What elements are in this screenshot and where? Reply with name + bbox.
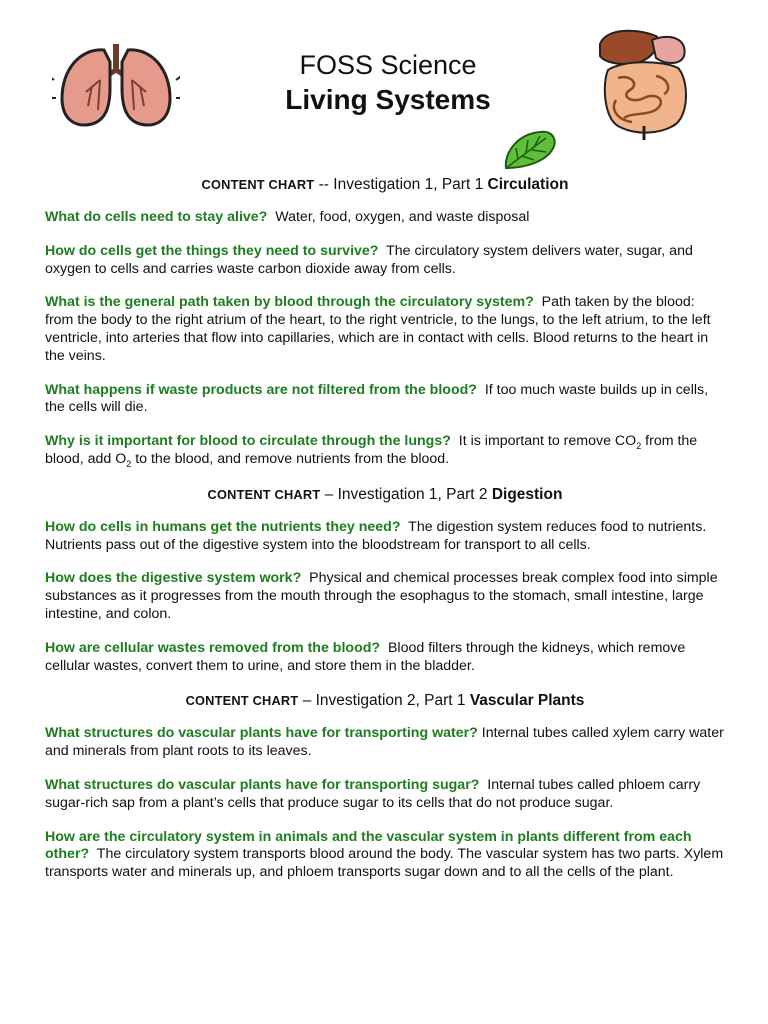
question: How are the circulatory system in animals and the vascular system in plants different from each other? — [45, 828, 692, 863]
question: What structures do vascular plants have for transporting sugar? — [45, 776, 480, 793]
qa-item — [45, 243, 725, 279]
content-chart-label: CONTENT CHART — [201, 177, 315, 192]
qa-item — [45, 777, 725, 813]
investigation-label: Investigation 1, Part 2 — [337, 485, 488, 503]
lungs-icon — [52, 40, 180, 132]
title-line-1: FOSS Science — [299, 50, 477, 80]
answer: It is important to remove $CO_2$ from the blood, add $O_2$ to the blood, and remove nutrients from the blood. — [45, 433, 698, 469]
answer: Internal tubes called xylem carry water and minerals from plant roots to its leaves. — [45, 725, 724, 760]
section-heading-digestion: CONTENT CHART – Investigation 1, Part 2 Digestion — [207, 485, 563, 503]
section-heading-circulation: CONTENT CHART -- Investigation 1, Part 1 Circulation — [201, 176, 569, 193]
investigation-label: Investigation 1, Part 1 — [333, 176, 484, 193]
qa-item — [45, 570, 725, 623]
qa-item — [45, 433, 725, 469]
topic-label: Circulation — [487, 176, 569, 193]
answer: Physical and chemical processes break complex food into simple substances as it progresses from the mouth through the esophagus to the stomach, small intestine, large intestine, and colon. — [45, 570, 718, 622]
topic-label: Vascular Plants — [469, 692, 585, 710]
page-header — [0, 0, 768, 160]
question: How do cells in humans get the nutrients they need? — [45, 518, 401, 535]
qa-item — [45, 829, 725, 882]
question: What do cells need to stay alive? — [45, 209, 268, 225]
answer: Water, food, oxygen, and waste disposal — [275, 209, 530, 225]
section-heading-vascular-plants: CONTENT CHART – Investigation 2, Part 1 Vascular Plants — [185, 692, 585, 710]
question: How are cellular wastes removed from the blood? — [45, 639, 381, 656]
question: What structures do vascular plants have for transporting water? — [45, 725, 478, 742]
title-block — [228, 48, 548, 118]
qa-item — [45, 382, 725, 418]
qa-item — [45, 640, 725, 676]
leaf-icon — [500, 128, 560, 172]
question: Why is it important for blood to circulate through the lungs? — [45, 433, 451, 450]
answer: The circulatory system delivers water, sugar, and oxygen to cells and carries waste carbon dioxide away from cells. — [45, 242, 693, 277]
answer: The circulatory system transports blood around the body. The vascular system has two parts. Xylem transports water and minerals up, and phloem transports sugar down and to all the cells of the plant. — [45, 846, 724, 881]
question: What is the general path taken by blood through the circulatory system? — [45, 294, 534, 311]
answer: Blood filters through the kidneys, which remove cellular wastes, convert them to urine, and store them in the bladder. — [45, 639, 686, 674]
question: How does the digestive system work? — [45, 570, 302, 587]
question: What happens if waste products are not filtered from the blood? — [45, 381, 477, 398]
qa-item — [45, 519, 725, 555]
qa-item — [45, 294, 725, 365]
title-line-2: Living Systems — [285, 84, 491, 115]
answer: The digestion system reduces food to nutrients. Nutrients pass out of the digestive system into the bloodstream for transport to all cells. — [45, 518, 707, 553]
topic-label: Digestion — [491, 485, 563, 503]
answer: If too much waste builds up in cells, the cells will die. — [45, 381, 709, 416]
content-chart-label: CONTENT CHART — [207, 486, 321, 502]
investigation-label: Investigation 2, Part 1 — [315, 692, 466, 710]
question: How do cells get the things they need to survive? — [45, 242, 379, 259]
answer: Path taken by the blood: from the body to the right atrium of the heart, to the right ventricle, to the lungs, to the left atrium, to the left ventricle, into arteries that flow into capillaries, which are in contact with cells. Blood returns to the heart in the veins. — [45, 294, 711, 364]
digestive-organs-icon — [596, 26, 692, 140]
qa-item — [45, 209, 725, 227]
content-body — [45, 175, 725, 898]
qa-item — [45, 725, 725, 761]
content-chart-label: CONTENT CHART — [185, 693, 299, 709]
answer: Internal tubes called phloem carry sugar-rich sap from a plant’s cells that produce sugar to its cells that do not produce sugar. — [45, 776, 701, 811]
